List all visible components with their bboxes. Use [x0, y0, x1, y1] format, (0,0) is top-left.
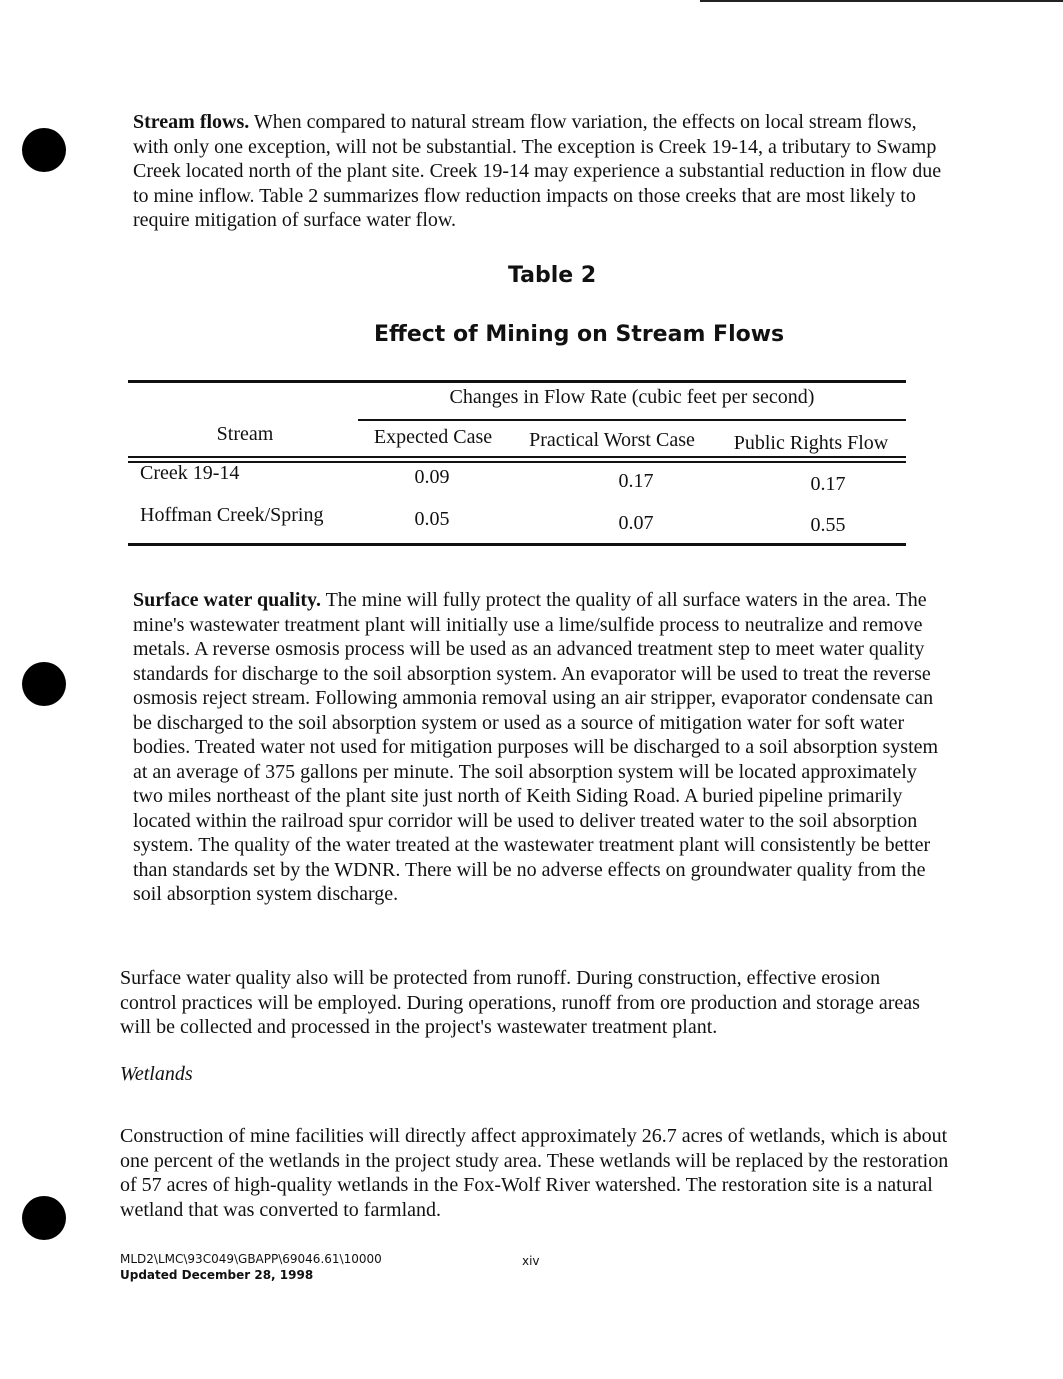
table-cell: Creek 19-14	[140, 462, 240, 484]
table-cell: 0.17	[618, 470, 654, 492]
table-cell: 0.09	[414, 466, 450, 488]
stream-flows-paragraph	[133, 110, 943, 233]
table-cell: 0.55	[810, 514, 846, 536]
wetlands-paragraph: Construction of mine facilities will directly affect approximately 26.7 acres of wetlands, which is about one percent of the wetlands in the project study area. These wetlands will be replaced by the restoration of 57 acres of high-quality wetlands in the Fox-Wolf River watershed. The restoration site is a natural wetland that was converted to farmland.	[120, 1125, 949, 1221]
header-rule	[128, 461, 906, 463]
table-cell: 0.07	[618, 512, 654, 534]
wetlands-heading: Wetlands	[120, 1063, 193, 1085]
binder-hole	[22, 128, 66, 172]
table-cell: Hoffman Creek/Spring	[140, 504, 324, 526]
table-top-rule	[128, 380, 906, 383]
surface-water-quality-text: The mine will fully protect the quality of all surface waters in the area. The mine's wastewater treatment plant will initially use a lime/sulfide process to neutralize and remove metals. A reverse osmosis process will be used as an advanced treatment step to meet water quality standards for discharge to the soil absorption system. An evaporator will be used to treat the reverse osmosis reject stream. Following ammonia removal using an air stripper, evaporator condensate can be discharged to the soil absorption system or used as a source of mitigation water for soft water bodies. Treated water not used for mitigation purposes will be discharged to a soil absorption system at an average of 375 gallons per minute. The soil absorption system will be located approximately two miles northeast of the plant site just north of Keith Siding Road. A buried pipeline primarily located within the railroad spur corridor will be used to deliver treated water to the soil absorption system. The quality of the water treated at the wastewater treatment plant will consistently be better than standards set by the WDNR. There will be no adverse effects on groundwater quality from the soil absorption system discharge.	[133, 589, 939, 905]
surface-water-quality-heading: Surface water quality.	[133, 589, 321, 611]
table-cell: 0.05	[414, 508, 450, 530]
table-cell: 0.17	[810, 473, 846, 495]
column-header: Expected Case	[373, 426, 493, 448]
surface-water-quality-paragraph	[133, 588, 948, 907]
runoff-paragraph: Surface water quality also will be protected from runoff. During construction, effective erosion control practices will be employed. During operations, runoff from ore production and storage areas will be collected and processed in the project's wastewater treatment plant.	[120, 967, 920, 1038]
header-rule	[128, 456, 906, 458]
binder-hole	[22, 662, 66, 706]
page-number: xiv	[522, 1254, 540, 1268]
column-header: Stream	[216, 423, 274, 445]
group-header: Changes in Flow Rate (cubic feet per second)	[449, 386, 815, 408]
stream-flows-text: When compared to natural stream flow variation, the effects on local stream flows, with only one exception, will not be substantial. The exception is Creek 19-14, a tributary to Swamp Creek located north of the plant site. Creek 19-14 may experience a substantial reduction in flow due to mine inflow. Table 2 summarizes flow reduction impacts on those creeks that are most likely to require mitigation of surface water flow.	[133, 111, 942, 231]
table-bottom-rule	[128, 543, 906, 546]
top-edge-line	[700, 0, 1063, 2]
table-title: Effect of Mining on Stream Flows	[374, 322, 785, 347]
column-header: Public Rights Flow	[733, 432, 889, 454]
column-header: Practical Worst Case	[529, 429, 695, 451]
group-header-rule	[358, 419, 906, 421]
footer-path: MLD2\LMC\93C049\GBAPP\69046.61\10000	[120, 1252, 382, 1266]
binder-hole	[22, 1196, 66, 1240]
footer-updated: Updated December 28, 1998	[120, 1268, 314, 1282]
stream-flows-heading: Stream flows.	[133, 111, 250, 133]
table-number: Table 2	[508, 263, 597, 288]
